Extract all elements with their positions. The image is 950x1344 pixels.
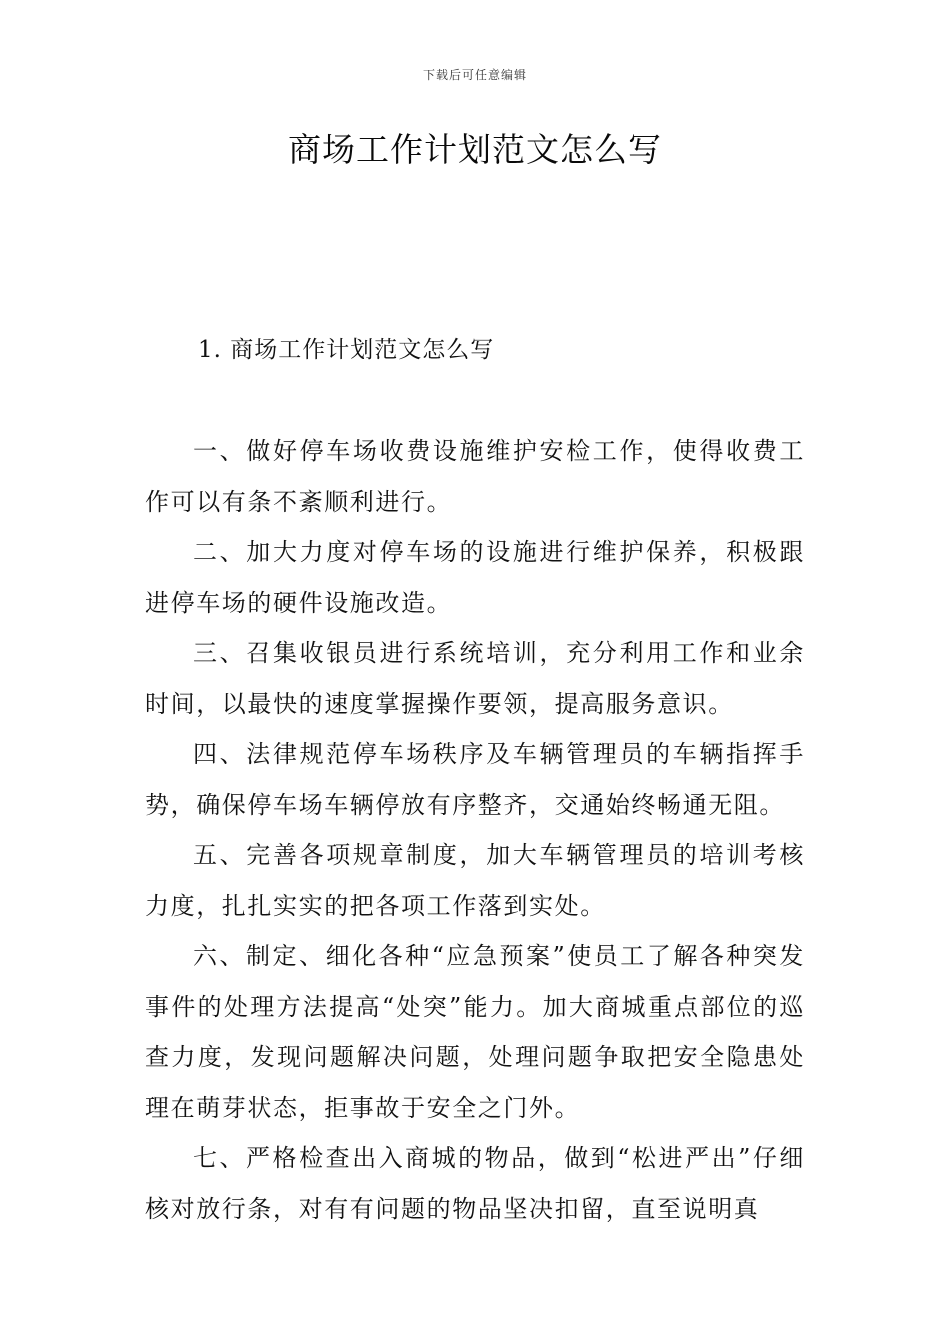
document-body — [145, 426, 805, 1234]
paragraph-7: 七、严格检查出入商城的物品，做到“松进严出”仔细核对放行条，对有有问题的物品坚决扣留，直至说明真 — [145, 1144, 805, 1223]
section-heading: 1. 商场工作计划范文怎么写 — [198, 337, 495, 363]
paragraph-6: 六、制定、细化各种“应急预案”使员工了解各种突发事件的处理方法提高“处突”能力。加大商城重点部位的巡查力度，发现问题解决问题，处理问题争取把安全隐患处理在萌芽状态，拒事故于安全之门外。 — [145, 942, 805, 1122]
paragraph-4: 四、法律规范停车场秩序及车辆管理员的车辆指挥手势，确保停车场车辆停放有序整齐，交通始终畅通无阻。 — [145, 740, 805, 819]
document-title: 商场工作计划范文怎么写 — [288, 130, 662, 169]
header-note: 下载后可任意编辑 — [422, 68, 527, 82]
paragraph-5: 五、完善各项规章制度，加大车辆管理员的培训考核力度，扎扎实实的把各项工作落到实处。 — [145, 841, 805, 920]
paragraph-3: 三、召集收银员进行系统培训，充分利用工作和业余时间，以最快的速度掌握操作要领，提高服务意识。 — [145, 639, 805, 718]
paragraph-2: 二、加大力度对停车场的设施进行维护保养，积极跟进停车场的硬件设施改造。 — [145, 538, 805, 617]
paragraph-1: 一、做好停车场收费设施维护安检工作，使得收费工作可以有条不紊顺利进行。 — [145, 437, 805, 516]
